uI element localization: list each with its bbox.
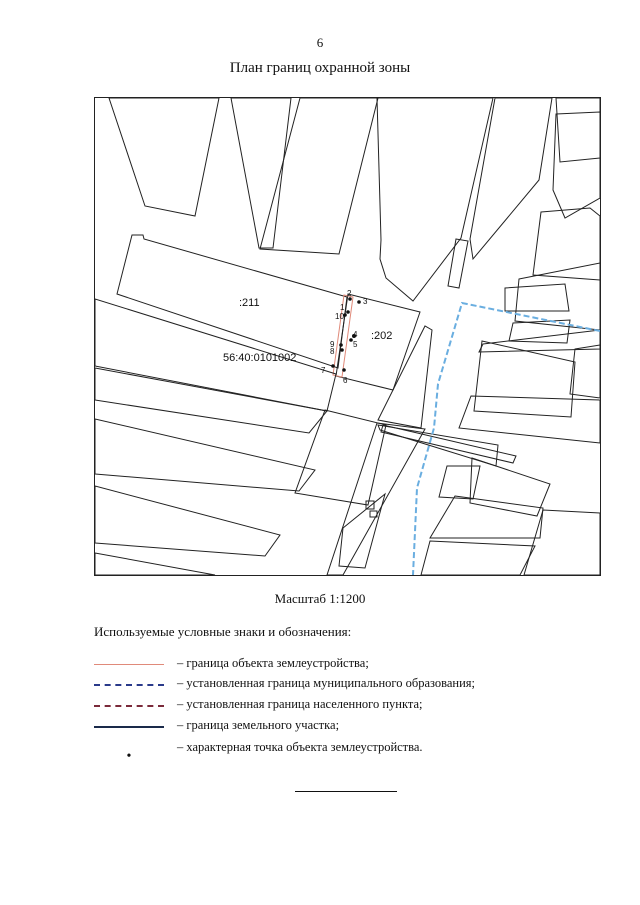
point-label: 3 [363,297,368,306]
point-label: 8 [330,347,335,356]
page-title: План границ охранной зоны [229,60,411,76]
point-6 [342,368,346,372]
point-label: 1 [340,303,345,312]
point-label: 9 [330,340,335,349]
dark-solid-line-icon [94,726,164,728]
parcel-211-outline [117,235,347,368]
point-label: 2 [347,289,352,298]
parcel-outline [556,98,600,162]
legend-item-label: – установленная граница населенного пункта; [177,697,423,711]
legend-item-municipal-boundary [94,675,614,695]
parcel-outline [459,396,600,443]
thin-red-line-icon [94,664,164,665]
parcel-outline [470,98,552,259]
legend-item-object-boundary [94,655,614,675]
parcel-outline [339,494,385,568]
page-number: 6 [316,35,324,50]
parcel-outline [474,341,575,417]
parcel-outline [95,419,315,491]
blue-dash-dot-line-icon [94,684,164,686]
maroon-dash-dot-line-icon [94,705,164,707]
parcel-outline [95,553,215,575]
legend-item-label: – граница объекта землеустройства; [177,656,369,670]
parcel-outline [439,466,480,499]
point-3 [357,300,361,304]
parcel-outline [553,112,600,218]
parcel-outline [231,98,291,248]
road-strip [327,423,425,575]
legend-title: Используемые условные знаки и обозначения: [94,624,352,639]
point-label: 5 [353,340,358,349]
parcel-outline [505,284,569,311]
map-canvas [95,98,600,575]
parcel-outline [260,98,378,254]
parcel-outline [109,98,219,216]
parcel-outline [95,486,280,556]
point-label: 4 [353,330,358,339]
legend-item-label: – установленная граница муниципального образования; [177,676,476,690]
parcel-outline [448,239,468,288]
legend-item-characteristic-point: • – характерная точка объекта землеустройства. [126,740,423,764]
point-label: 10 [335,312,344,321]
point-8 [339,343,343,347]
parcel-outline [95,368,327,433]
legend-item-label: – граница земельного участка; [177,718,340,732]
cadastral-quarter-label: 56:40:0101002 [223,352,297,364]
parcel-label-202: :202 [371,330,393,342]
parcel-outline [524,510,600,575]
map-scale: Масштаб 1:1200 [274,591,366,606]
parcel-outline [430,496,543,538]
point-label: 6 [343,376,348,385]
parcel-outline [421,541,535,575]
signature-line [295,791,397,792]
parcel-outline [381,425,516,463]
point-7 [331,364,335,368]
point-1 [346,310,350,314]
parcel-202-outline [336,294,420,390]
parcel-outline [377,98,493,301]
map-frame [94,97,601,576]
legend-item-label: – характерная точка объекта землеустройства. [177,740,423,754]
parcel-outlines [95,98,600,575]
point-9 [340,348,344,352]
parcel-label-211: :211 [239,297,260,309]
parcel-outline [515,263,600,330]
point-label: 7 [321,366,326,375]
legend-item-settlement-boundary [94,696,614,716]
parcel-outline [479,330,600,352]
legend-item-parcel-boundary [94,717,614,737]
parcel-outline [295,410,386,505]
